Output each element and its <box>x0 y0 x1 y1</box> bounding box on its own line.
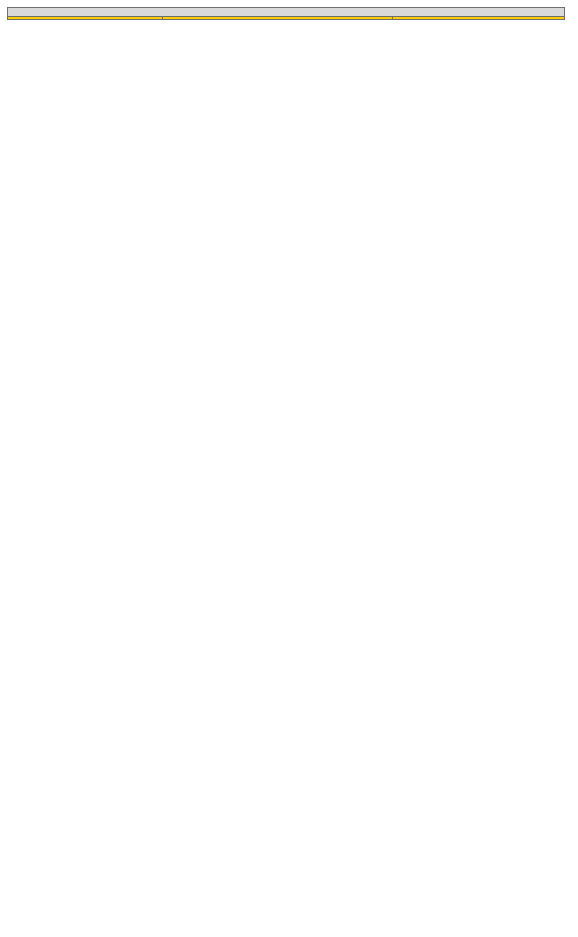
rate-adjustment-document <box>7 7 564 20</box>
column-header-row <box>8 17 565 20</box>
column-header-origins <box>8 17 163 20</box>
column-header-adjustment <box>393 17 565 20</box>
section-heading-row <box>8 8 565 17</box>
column-header-destinations <box>163 17 393 20</box>
americas-section-body <box>8 8 565 20</box>
section-title <box>8 8 565 17</box>
service-adjustment-table <box>7 7 565 20</box>
